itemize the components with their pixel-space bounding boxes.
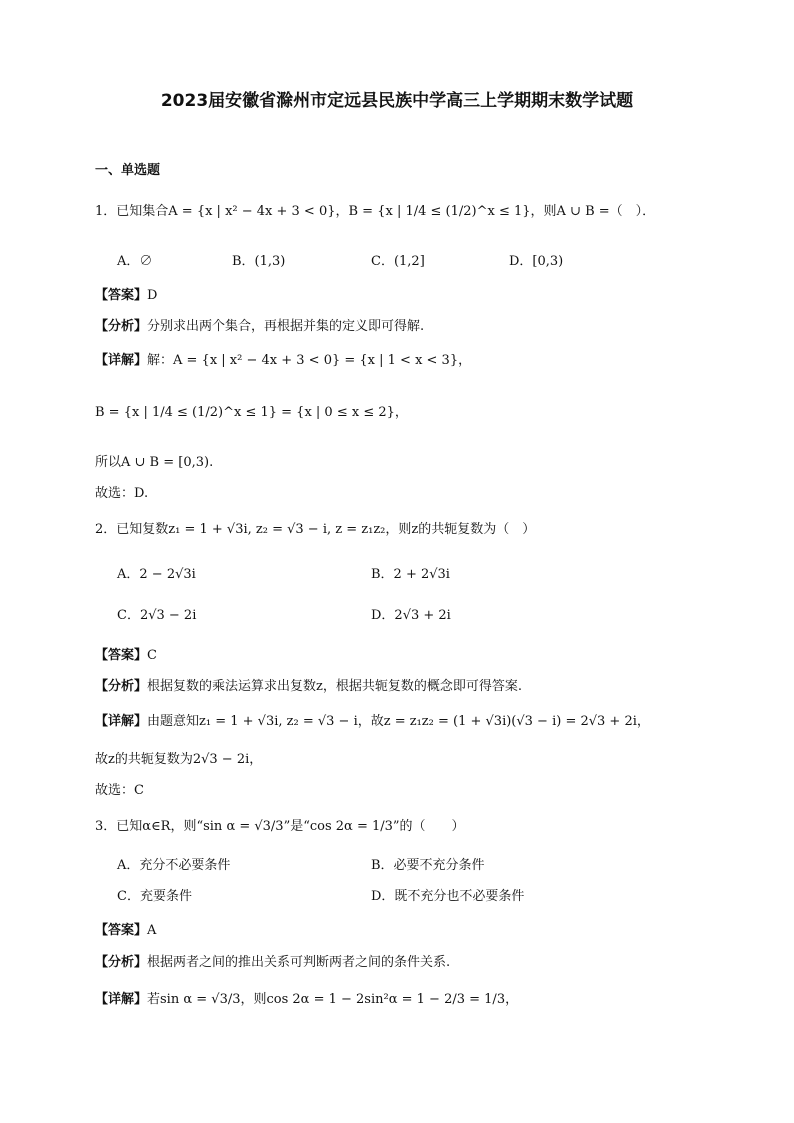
q1-option-a: A．∅ <box>117 254 153 269</box>
q3-analysis-row <box>95 952 450 974</box>
q1-analysis-row <box>95 316 424 338</box>
analysis-text: 分别求出两个集合，再根据并集的定义即可得解. <box>147 319 425 334</box>
page-title: 2023届安徽省滁州市定远县民族中学高三上学期期末数学试题 <box>160 91 634 111</box>
answer-value: C <box>147 648 157 663</box>
q3-answer-row <box>95 920 156 942</box>
detail-tag: 【详解】 <box>95 353 148 368</box>
answer-value: D <box>147 288 158 303</box>
detail-tag: 【详解】 <box>95 714 148 729</box>
analysis-text: 根据两者之间的推出关系可判断两者之间的条件关系. <box>147 955 451 970</box>
analysis-text: 根据复数的乘法运算求出复数z，根据共轭复数的概念即可得答案. <box>147 679 522 694</box>
q2-option-c: C．2√3 − 2i <box>117 608 197 623</box>
q2-answer-row <box>95 645 157 667</box>
q2-analysis-row <box>95 676 522 698</box>
q1-option-c: C．(1,2] <box>371 254 425 269</box>
section-heading: 一、单选题 <box>95 163 161 178</box>
answer-tag: 【答案】 <box>95 288 148 303</box>
q2-choose: 故选：C <box>95 783 144 798</box>
q1-answer-row <box>95 285 157 307</box>
q2-option-d: D．2√3 + 2i <box>371 608 451 623</box>
q2-detail-row <box>95 711 650 733</box>
q1-choose: 故选：D. <box>95 486 149 501</box>
q3-option-a: A．充分不必要条件 <box>117 858 231 873</box>
analysis-tag: 【分析】 <box>95 955 148 970</box>
q2-option-a: A．2 − 2√3i <box>117 567 196 582</box>
q3-option-b: B．必要不充分条件 <box>371 858 485 873</box>
q3-option-d: D．既不充分也不必要条件 <box>371 889 525 904</box>
q1-option-b: B．(1,3) <box>232 254 286 269</box>
q3-detail-row <box>95 989 518 1011</box>
q3-option-c: C．充要条件 <box>117 889 192 904</box>
analysis-tag: 【分析】 <box>95 319 148 334</box>
q2-stem: 2．已知复数z₁ = 1 + √3i, z₂ = √3 − i, z = z₁z₂，则z的共轭复数为（ ） <box>95 522 536 537</box>
q2-detail-line-2: 故z的共轭复数为2√3 − 2i， <box>95 752 263 767</box>
detail-text: 解：A = {x | x² − 4x + 3 < 0} = {x | 1 < x < 3}， <box>147 353 472 368</box>
q2-option-b: B．2 + 2√3i <box>371 567 450 582</box>
detail-text: 若sin α = √3/3，则cos 2α = 1 − 2sin²α = 1 − 2/3 = 1/3， <box>147 992 519 1007</box>
q1-option-d: D．[0,3) <box>509 254 564 269</box>
detail-text: 由题意知z₁ = 1 + √3i, z₂ = √3 − i，故z = z₁z₂ = (1 + √3i)(√3 − i) = 2√3 + 2i， <box>147 714 650 729</box>
answer-tag: 【答案】 <box>95 923 148 938</box>
q1-detail-line-3: 所以A ∪ B = [0,3). <box>95 455 214 470</box>
q1-detail-row <box>95 350 471 372</box>
detail-tag: 【详解】 <box>95 992 148 1007</box>
answer-tag: 【答案】 <box>95 648 148 663</box>
q1-stem: 1．已知集合A = {x | x² − 4x + 3 < 0}，B = {x | 1/4 ≤ (1/2)^x ≤ 1}，则A ∪ B =（ ）． <box>95 204 656 219</box>
q3-stem: 3．已知α∈R，则“sin α = √3/3”是“cos 2α = 1/3”的（ ） <box>95 819 465 834</box>
q1-detail-line-2: B = {x | 1/4 ≤ (1/2)^x ≤ 1} = {x | 0 ≤ x ≤ 2}， <box>95 405 408 420</box>
analysis-tag: 【分析】 <box>95 679 148 694</box>
answer-value: A <box>147 923 157 938</box>
